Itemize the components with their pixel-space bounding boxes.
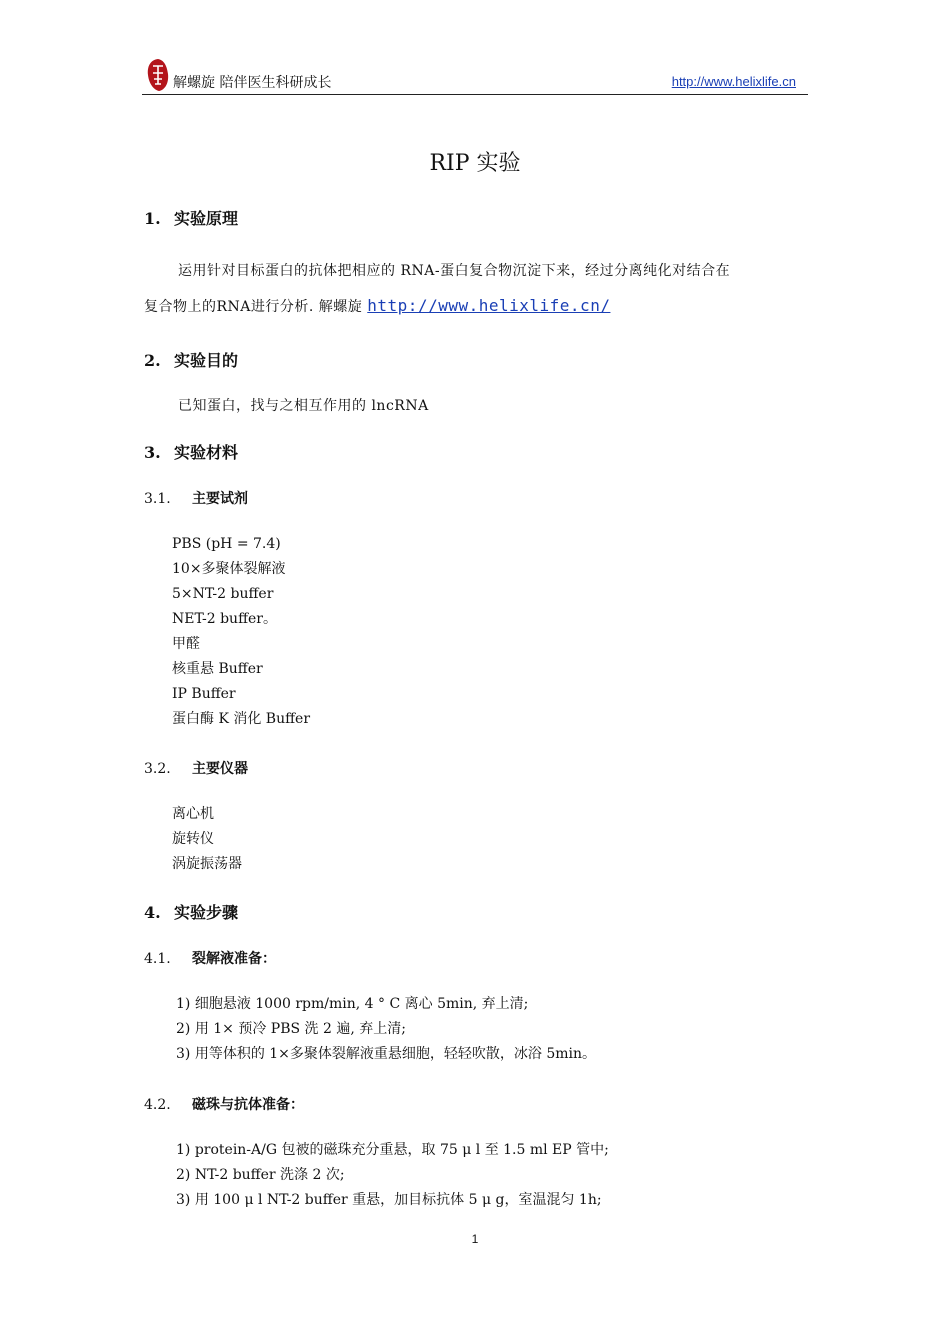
- principle-line-1: 运用针对目标蛋白的抗体把相应的 RNA-蛋白复合物沉淀下来，经过分离纯化对结合在: [178, 263, 731, 279]
- principle-line-2: [144, 296, 610, 316]
- reagent-list: [172, 532, 310, 732]
- header-divider: [142, 94, 808, 95]
- list-item: IP Buffer: [172, 686, 236, 702]
- list-item: 2) NT-2 buffer 洗涤 2 次;: [176, 1167, 345, 1183]
- subsection-number: 3.2.: [144, 761, 171, 777]
- principle-link[interactable]: http://www.helixlife.cn/: [367, 296, 611, 315]
- section-number: 1.: [144, 209, 161, 228]
- section-number: 2.: [144, 351, 161, 370]
- list-item: 涡旋振荡器: [172, 856, 242, 872]
- instrument-list: [172, 802, 242, 877]
- section-title: 实验步骤: [174, 903, 239, 922]
- bead-antibody-steps: [176, 1138, 609, 1213]
- subsection-number: 3.1.: [144, 491, 171, 507]
- list-item: 旋转仪: [172, 831, 214, 847]
- lysis-steps: [176, 992, 596, 1067]
- section-number: 4.: [144, 903, 161, 922]
- header-url-link[interactable]: http://www.helixlife.cn: [671, 74, 796, 89]
- section-title: 实验目的: [174, 351, 239, 370]
- subsection-number: 4.1.: [144, 951, 171, 967]
- subsection-title: 主要仪器: [192, 761, 248, 777]
- section-title: 实验原理: [174, 209, 239, 228]
- purpose-text: 已知蛋白，找与之相互作用的 lncRNA: [178, 398, 429, 414]
- helixlife-logo: [146, 58, 170, 92]
- subsection-3-1-heading: [144, 488, 248, 508]
- principle-text: 复合物上的RNA进行分析. 解螺旋: [144, 299, 363, 315]
- list-item: 1) protein-A/G 包被的磁珠充分重悬，取 75 μ l 至 1.5 ml EP 管中;: [176, 1142, 609, 1158]
- section-1-heading: [144, 206, 238, 229]
- section-4-heading: [144, 900, 238, 923]
- list-item: NET-2 buffer。: [172, 611, 277, 627]
- page-number: 1: [471, 1232, 479, 1246]
- subsection-title: 主要试剂: [192, 491, 248, 507]
- list-item: 2) 用 1× 预冷 PBS 洗 2 遍, 弃上清;: [176, 1021, 406, 1037]
- subsection-title: 磁珠与抗体准备：: [192, 1097, 304, 1113]
- list-item: 1) 细胞悬液 1000 rpm/min, 4 ° C 离心 5min, 弃上清;: [176, 996, 529, 1012]
- list-item: 核重悬 Buffer: [172, 661, 263, 677]
- list-item: 蛋白酶 K 消化 Buffer: [172, 711, 311, 727]
- header-slogan: 解螺旋 陪伴医生科研成长: [173, 75, 332, 91]
- list-item: 3) 用等体积的 1×多聚体裂解液重悬细胞，轻轻吹散，冰浴 5min。: [176, 1046, 597, 1062]
- list-item: 3) 用 100 μ l NT-2 buffer 重悬，加目标抗体 5 μ g，室温混匀 1h;: [176, 1192, 602, 1208]
- section-number: 3.: [144, 443, 161, 462]
- subsection-title: 裂解液准备：: [192, 951, 276, 967]
- list-item: 5×NT-2 buffer: [172, 586, 274, 602]
- subsection-4-2-heading: [144, 1094, 304, 1114]
- list-item: 10×多聚体裂解液: [172, 561, 286, 577]
- list-item: 甲醛: [172, 636, 200, 652]
- subsection-4-1-heading: [144, 948, 276, 968]
- document-title: RIP 实验: [429, 151, 521, 176]
- subsection-3-2-heading: [144, 758, 248, 778]
- section-2-heading: [144, 348, 238, 371]
- section-title: 实验材料: [174, 443, 239, 462]
- section-3-heading: [144, 440, 238, 463]
- list-item: PBS (pH = 7.4): [172, 536, 281, 552]
- subsection-number: 4.2.: [144, 1097, 171, 1113]
- list-item: 离心机: [172, 806, 214, 822]
